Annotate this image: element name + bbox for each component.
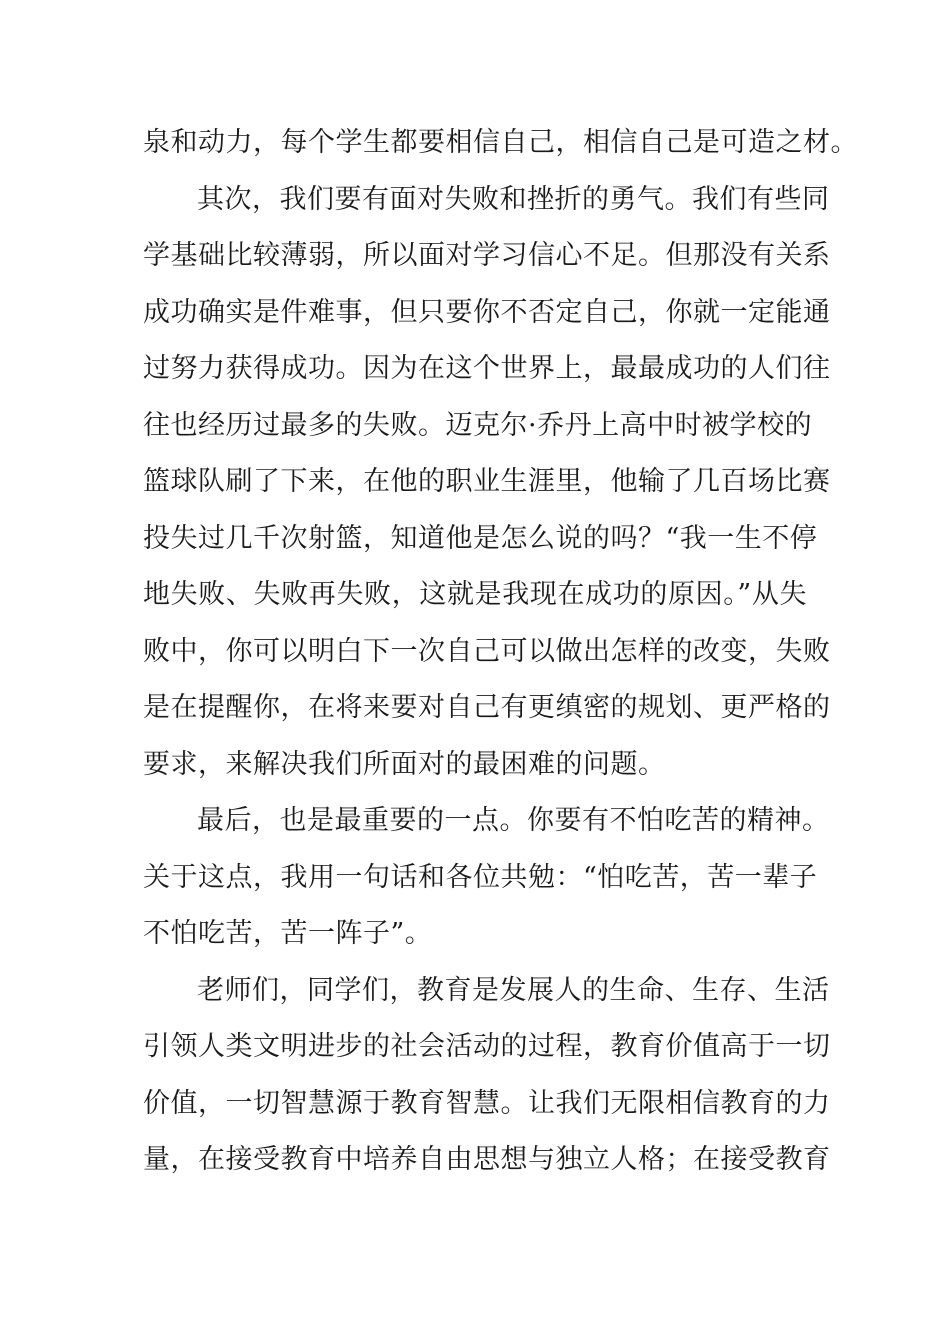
- text-line: 成功确实是件难事，但只要你不否定自己，你就一定能通: [143, 297, 831, 328]
- text-line: 关于这点，我用一句话和各位共勉：“怕吃苦，苦一辈子: [143, 862, 818, 893]
- text-line: 引领人类文明进步的社会活动的过程，教育价值高于一切: [143, 1031, 831, 1062]
- text-line: 学基础比较薄弱，所以面对学习信心不足。但那没有关系: [143, 240, 831, 271]
- text-line: 地失败、失败再失败，这就是我现在成功的原因。”从失: [143, 579, 807, 610]
- text-line: 价值，一切智慧源于教育智慧。让我们无限相信教育的力: [143, 1088, 831, 1119]
- text-line: 过努力获得成功。因为在这个世界上，最最成功的人们往: [143, 353, 831, 384]
- text-line: 不怕吃苦，苦一阵子”。: [143, 918, 433, 949]
- paragraph-first-line: 最后，也是最重要的一点。你要有不怕吃苦的精神。: [197, 805, 830, 836]
- text-line: 败中，你可以明白下一次自己可以做出怎样的改变，失败: [143, 636, 831, 667]
- paragraph-first-line: 老师们，同学们，教育是发展人的生命、生存、生活: [197, 975, 830, 1006]
- text-line: 篮球队刷了下来，在他的职业生涯里，他输了几百场比赛: [143, 466, 831, 497]
- paragraph-first-line: 其次，我们要有面对失败和挫折的勇气。我们有些同: [197, 184, 830, 215]
- text-line: 泉和动力，每个学生都要相信自己，相信自己是可造之材。: [143, 127, 858, 158]
- text-line: 是在提醒你，在将来要对自己有更缜密的规划、更严格的: [143, 692, 831, 723]
- text-line: 往也经历过最多的失败。迈克尔·乔丹上高中时被学校的: [143, 410, 813, 441]
- text-line: 量，在接受教育中培养自由思想与独立人格；在接受教育: [143, 1144, 831, 1175]
- text-line: 投失过几千次射篮，知道他是怎么说的吗？“我一生不停: [143, 523, 818, 554]
- text-line: 要求，来解决我们所面对的最困难的问题。: [143, 749, 666, 780]
